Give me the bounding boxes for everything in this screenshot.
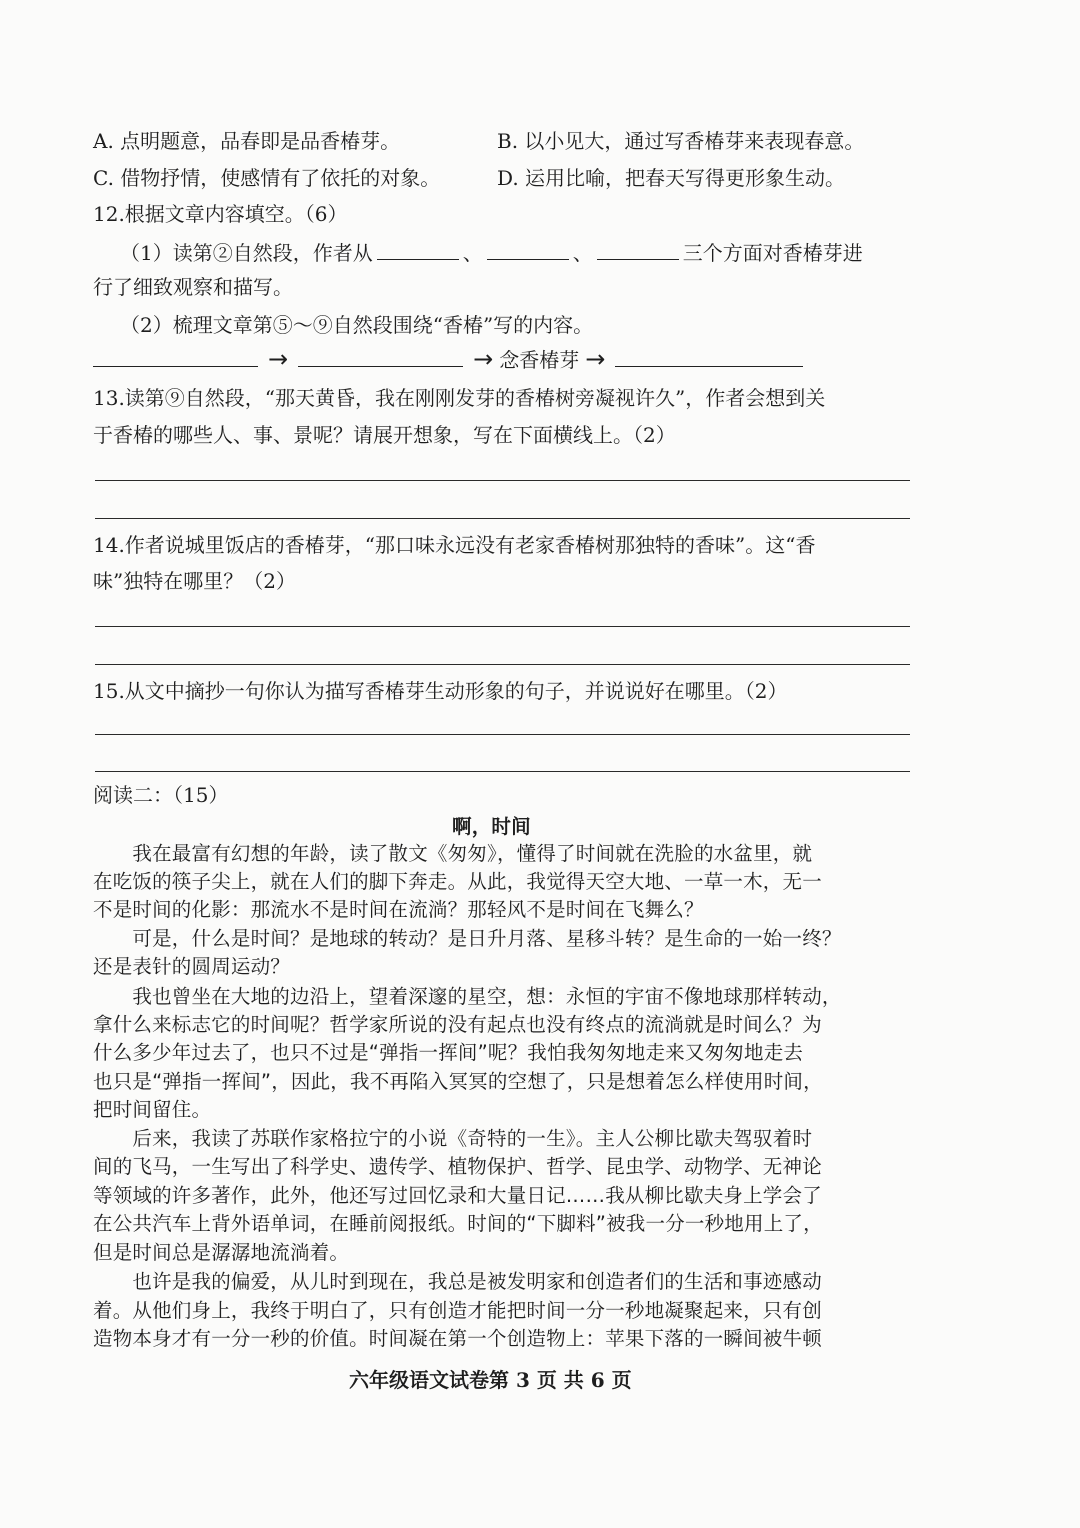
passage-line: 但是时间总是潺潺地流淌着。 <box>93 1241 350 1264</box>
passage-line: 在吃饭的筷子尖上，就在人们的脚下奔走。从此，我觉得天空大地、一草一木，无一 <box>93 870 822 893</box>
q14-answer-line-1[interactable] <box>95 626 910 627</box>
q15-answer-line-2[interactable] <box>95 771 910 772</box>
q12-sep2: 、 <box>572 241 593 265</box>
passage-line: 我在最富有幻想的年龄，读了散文《匆匆》，懂得了时间就在洗脸的水盆里，就 <box>93 842 813 865</box>
q12-blank-3[interactable] <box>597 237 679 260</box>
passage-line: 可是，什么是时间？是地球的转动？是日升月落、星移斗转？是生命的一始一终？ <box>93 927 842 950</box>
passage-line: 间的飞马，一生写出了科学史、遗传学、植物保护、哲学、昆虫学、动物学、无神论 <box>93 1155 822 1178</box>
option-d: D. 运用比喻，把春天写得更形象生动。 <box>497 166 846 190</box>
q14-line2: 味”独特在哪里？（2） <box>93 569 296 593</box>
passage-line: 也许是我的偏爱，从儿时到现在，我总是被发明家和创造者们的生活和事迹感动 <box>93 1270 822 1293</box>
option-c: C. 借物抒情，使感情有了依托的对象。 <box>93 166 441 190</box>
chain-arrow-3: → <box>585 345 606 373</box>
chain-blank-3[interactable] <box>615 344 803 367</box>
passage-line: 也只是“弹指一挥间”，因此，我不再陷入冥冥的空想了，只是想着怎么样使用时间， <box>93 1070 823 1093</box>
q15-answer-line-1[interactable] <box>95 734 910 735</box>
reading2-title: 啊，时间 <box>452 815 531 838</box>
passage-line: 我也曾坐在大地的边沿上，望着深邃的星空，想：永恒的宇宙不像地球那样转动， <box>93 985 842 1008</box>
q12-part1-line2: 行了细致观察和描写。 <box>93 275 293 299</box>
passage-line: 等领域的许多著作，此外，他还写过回忆录和大量日记……我从柳比歇夫身上学会了 <box>93 1184 822 1207</box>
chain-blank-1[interactable] <box>93 344 258 367</box>
q14-answer-line-2[interactable] <box>95 664 910 665</box>
q12-blank-1[interactable] <box>377 237 459 260</box>
q12-title: 12.根据文章内容填空。（6） <box>93 202 348 226</box>
chain-middle: 念香椿芽 <box>499 348 580 372</box>
q12-part2: （2）梳理文章第⑤～⑨自然段围绕“香椿”写的内容。 <box>120 313 594 337</box>
reading2-heading: 阅读二：（15） <box>93 783 229 807</box>
passage-line: 把时间留住。 <box>93 1098 212 1121</box>
q13-line2: 于香椿的哪些人、事、景呢？请展开想象，写在下面横线上。（2） <box>93 423 676 447</box>
q12-chain <box>93 344 807 374</box>
q13-answer-line-1[interactable] <box>95 480 910 481</box>
q12-part1-suffix: 三个方面对香椿芽进 <box>682 241 863 265</box>
passage-line: 在公共汽车上背外语单词，在睡前阅报纸。时间的“下脚料”被我一分一秒地用上了， <box>93 1212 823 1235</box>
page-footer: 六年级语文试卷第 3 页 共 6 页 <box>349 1368 632 1392</box>
chain-arrow-1: → <box>268 345 289 373</box>
q12-sep1: 、 <box>462 241 483 265</box>
q13-line1: 13.读第⑨自然段，“那天黄昏，我在刚刚发芽的香椿树旁凝视许久”，作者会想到关 <box>93 386 826 410</box>
passage-line: 着。从他们身上，我终于明白了，只有创造才能把时间一分一秒地凝聚起来，只有创 <box>93 1299 822 1322</box>
q12-part1-prefix: （1）读第②自然段，作者从 <box>120 241 373 265</box>
q13-answer-line-2[interactable] <box>95 518 910 519</box>
q12-part1 <box>120 237 863 267</box>
passage-line: 还是表针的圆周运动？ <box>93 955 291 978</box>
passage-line: 造物本身才有一分一秒的价值。时间凝在第一个创造物上：苹果下落的一瞬间被牛顿 <box>93 1327 822 1350</box>
passage-line: 拿什么来标志它的时间呢？哲学家所说的没有起点也没有终点的流淌就是时间么？为 <box>93 1013 822 1036</box>
q15-line1: 15.从文中摘抄一句你认为描写香椿芽生动形象的句子，并说说好在哪里。（2） <box>93 679 788 703</box>
option-a: A. 点明题意，品春即是品香椿芽。 <box>93 129 401 153</box>
option-b: B. 以小见大，通过写香椿芽来表现春意。 <box>497 129 865 153</box>
chain-blank-2[interactable] <box>298 344 463 367</box>
q14-line1: 14.作者说城里饭店的香椿芽，“那口味永远没有老家香椿树那独特的香味”。这“香 <box>93 533 816 557</box>
q12-blank-2[interactable] <box>487 237 569 260</box>
passage-line: 后来，我读了苏联作家格拉宁的小说《奇特的一生》。主人公柳比歇夫驾驭着时 <box>93 1127 813 1150</box>
passage-line: 什么多少年过去了，也只不过是“弹指一挥间”呢？我怕我匆匆地走来又匆匆地走去 <box>93 1041 804 1064</box>
chain-arrow-2: → <box>473 345 494 373</box>
passage-line: 不是时间的化影：那流水不是时间在流淌？那轻风不是时间在飞舞么？ <box>93 898 704 921</box>
